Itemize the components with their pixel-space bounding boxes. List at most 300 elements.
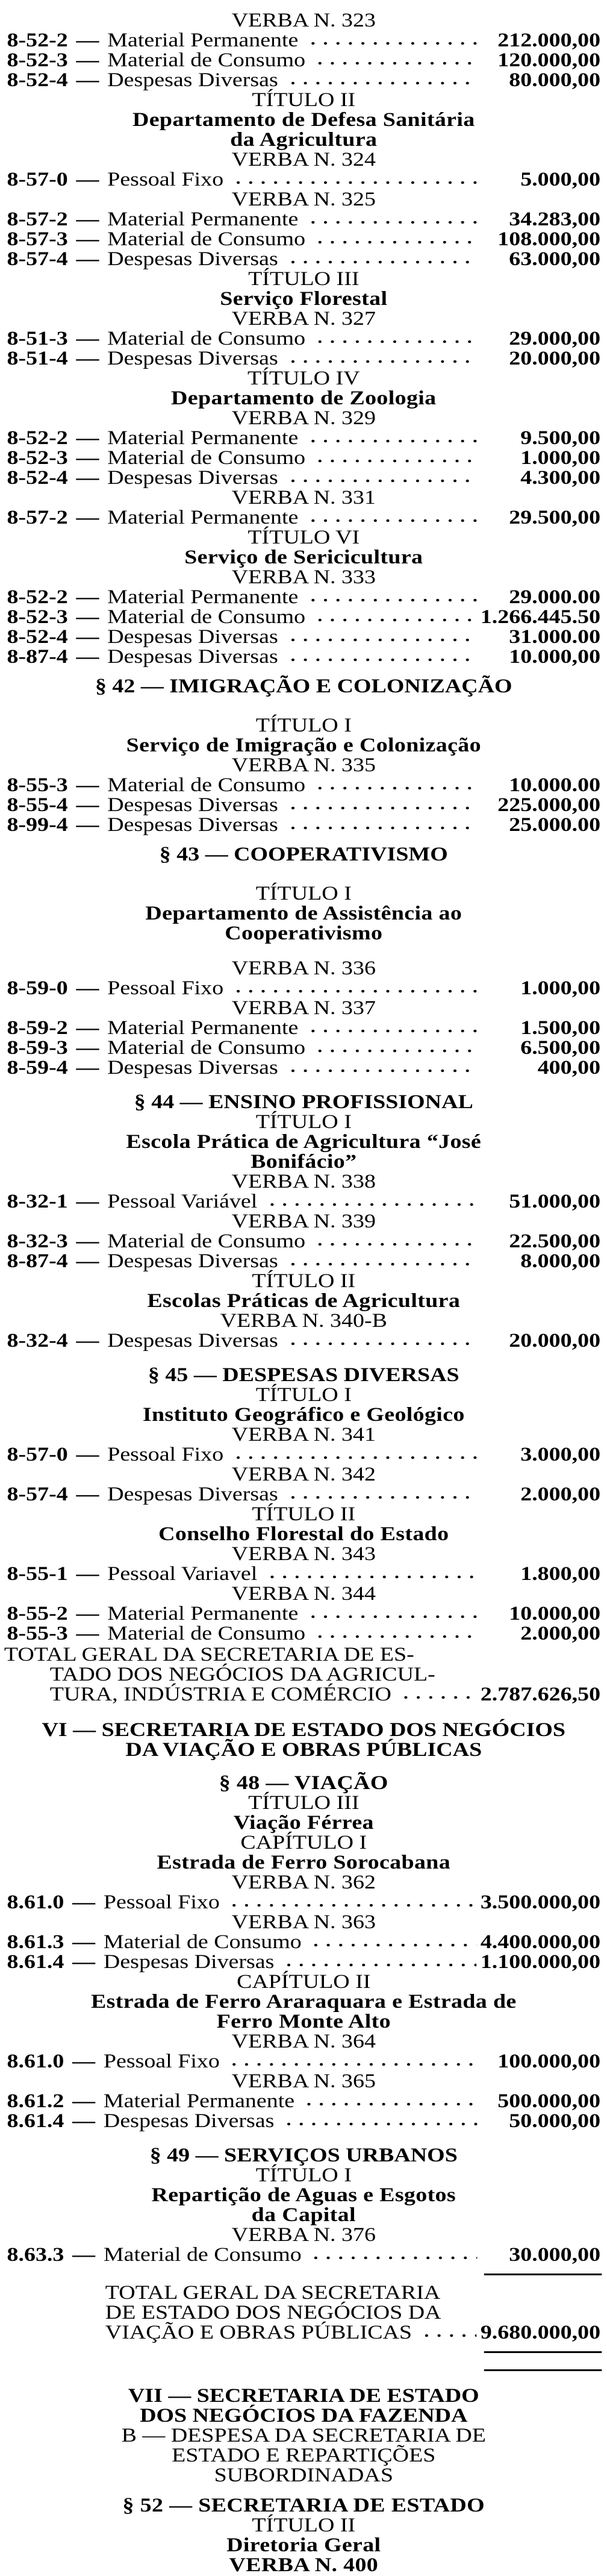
dash-separator: — — [76, 1250, 99, 1272]
row-label: Material de Consumo — [107, 1230, 306, 1252]
dot-leader — [307, 1029, 477, 1033]
verba-heading: VERBA N. 376 — [231, 2224, 376, 2246]
section-heading: § 42 — IMIGRAÇÃO E COLONIZAÇÃO — [95, 675, 512, 697]
budget-row — [0, 627, 607, 647]
dash-separator: — — [72, 2110, 96, 2132]
dash-separator: — — [72, 2090, 96, 2112]
budget-row — [0, 1018, 607, 1038]
section-heading: § 49 — SERVIÇOS URBANOS — [149, 2145, 458, 2166]
row-code: 8-52-4 — [7, 69, 68, 91]
unit-name-heading: Viação Férrea — [233, 1812, 374, 1834]
dash-separator: — — [72, 2051, 96, 2072]
verba-heading: VERBA N. 323 — [231, 10, 376, 31]
grand-total-label: TADO DOS NEGÓCIOS DA AGRICUL- — [49, 1664, 435, 1685]
row-code: 8-55-1 — [7, 1563, 68, 1585]
budget-row — [0, 815, 607, 835]
dot-leader — [314, 339, 477, 344]
budget-row — [0, 71, 607, 90]
row-code: 8-52-3 — [7, 49, 68, 71]
unit-name-heading: Departamento de Defesa Sanitária — [132, 109, 475, 131]
row-amount: 29.500,00 — [509, 507, 601, 528]
row-label: Material de Consumo — [107, 228, 306, 250]
dash-separator: — — [76, 1563, 99, 1585]
row-code: 8.63.3 — [7, 2244, 64, 2266]
row-code: 8.61.4 — [7, 1951, 64, 1973]
row-code: 8-57-2 — [7, 208, 68, 230]
row-code: 8-57-4 — [7, 248, 68, 270]
dash-separator: — — [72, 1951, 96, 1973]
grand-total-label: TOTAL GERAL DA SECRETARIA DE ES- — [4, 1644, 414, 1666]
dot-leader — [287, 260, 478, 265]
dash-separator: — — [76, 169, 99, 190]
row-label: Material Permanente — [107, 208, 299, 230]
dash-separator: — — [76, 427, 99, 449]
titulo-heading: TÍTULO II — [252, 2515, 356, 2536]
budget-row — [0, 1331, 607, 1351]
verba-heading: VERBA N. 336 — [231, 957, 376, 979]
dash-separator: — — [76, 467, 99, 489]
grand-total-line — [0, 1645, 607, 1665]
total-rule-divider — [0, 2361, 607, 2379]
grand-total-label: DE ESTADO DOS NEGÓCIOS DA — [105, 2302, 441, 2324]
dot-leader — [287, 478, 478, 483]
verba-heading: VERBA N. 333 — [231, 566, 376, 588]
dash-separator: — — [72, 2244, 96, 2266]
row-label: Pessoal Fixo — [103, 1891, 220, 1913]
budget-row — [0, 349, 607, 369]
row-amount: 1.266.445.50 — [480, 606, 601, 628]
row-code: 8-32-3 — [7, 1230, 68, 1252]
row-code: 8-57-4 — [7, 1484, 68, 1505]
verba-heading: VERBA N. 363 — [231, 1911, 376, 1933]
budget-row — [0, 1893, 607, 1913]
subtitle-heading: ESTADO E REPARTIÇÕES — [172, 2445, 436, 2466]
row-label: Despesas Diversas — [107, 626, 278, 648]
unit-name-heading: Escola Prática de Agricultura “José — [126, 1131, 482, 1153]
row-code: 8-59-2 — [7, 1017, 68, 1039]
dot-leader — [307, 518, 477, 523]
titulo-heading: TÍTULO I — [255, 2164, 352, 2186]
row-amount: 34.283,00 — [509, 208, 601, 230]
row-code: 8-59-3 — [7, 1037, 68, 1059]
section-heading: § 45 — DESPESAS DIVERSAS — [148, 1364, 459, 1386]
dash-separator: — — [76, 586, 99, 608]
dot-leader — [303, 2102, 477, 2107]
unit-name-heading: Departamento de Zoologia — [171, 387, 437, 409]
dot-leader — [282, 2122, 477, 2126]
row-label: Material Permanente — [107, 1603, 299, 1625]
grand-total-label: TOTAL GERAL DA SECRETARIA — [105, 2282, 441, 2304]
row-amount: 400,00 — [537, 1057, 601, 1079]
budget-row — [0, 1232, 607, 1252]
dash-separator: — — [76, 1484, 99, 1505]
row-code: 8-52-4 — [7, 467, 68, 489]
verba-heading: VERBA N. 342 — [231, 1464, 376, 1485]
unit-name-heading: § 52 — SECRETARIA DE ESTADO — [122, 2495, 485, 2516]
row-code: 8-57-0 — [7, 1444, 68, 1465]
grand-total-line — [0, 2283, 607, 2303]
dot-leader — [266, 1202, 477, 1207]
budget-row — [0, 1252, 607, 1271]
titulo-heading: TÍTULO I — [255, 1111, 352, 1133]
verba-heading: VERBA N. 364 — [231, 2031, 376, 2052]
section-heading: § 43 — COOPERATIVISMO — [159, 844, 448, 865]
grand-total-block — [0, 2283, 607, 2343]
subtitle-heading: B — DESPESA DA SECRETARIA DE — [121, 2425, 486, 2446]
dash-separator: — — [76, 814, 99, 836]
budget-row — [0, 329, 607, 349]
row-amount: 2.000,00 — [520, 1484, 601, 1505]
row-amount: 50.000,00 — [509, 2110, 601, 2132]
row-amount: 29.000,00 — [509, 328, 601, 349]
dash-separator: — — [76, 328, 99, 349]
titulo-heading: TÍTULO III — [248, 268, 360, 290]
dot-leader — [314, 786, 477, 791]
row-amount: 5.000,00 — [520, 169, 601, 190]
row-amount: 20.000,00 — [509, 1330, 601, 1352]
row-code: 8.61.4 — [7, 2110, 64, 2132]
row-label: Despesas Diversas — [107, 794, 278, 816]
budget-row — [0, 51, 607, 71]
titulo-heading: TÍTULO I — [255, 715, 352, 736]
unit-name-heading: Serviço Florestal — [220, 288, 388, 310]
row-label: Despesas Diversas — [107, 1484, 278, 1505]
dash-separator: — — [76, 69, 99, 91]
budget-row — [0, 1038, 607, 1058]
dash-separator: — — [76, 208, 99, 230]
row-label: Material de Consumo — [107, 1037, 306, 1059]
dash-separator: — — [76, 1057, 99, 1079]
row-label: Pessoal Variável — [107, 1191, 258, 1212]
dot-leader — [310, 1943, 476, 1948]
row-code: 8-52-2 — [7, 586, 68, 608]
dot-leader — [228, 2062, 478, 2067]
dash-separator: — — [76, 348, 99, 369]
dot-leader — [314, 1634, 477, 1639]
dot-leader — [266, 1575, 477, 1579]
unit-name-heading: Departamento de Assistência ao — [145, 903, 462, 924]
row-amount: 30.000,00 — [509, 2244, 601, 2266]
row-code: 8-52-4 — [7, 626, 68, 648]
dash-separator: — — [76, 507, 99, 528]
titulo-heading: CAPÍTULO II — [237, 1971, 371, 1993]
dash-separator: — — [76, 646, 99, 668]
budget-row — [0, 2052, 607, 2072]
row-amount: 3.500.000,00 — [480, 1891, 601, 1913]
dash-separator: — — [76, 774, 99, 796]
row-code: 8-59-4 — [7, 1057, 68, 1079]
row-amount: 1.500,00 — [520, 1017, 601, 1039]
subtitle-heading: SUBORDINADAS — [214, 2465, 393, 2486]
row-code: 8-32-1 — [7, 1191, 68, 1212]
dash-separator: — — [76, 1330, 99, 1352]
row-amount: 500.000,00 — [497, 2090, 601, 2112]
dot-leader — [287, 359, 478, 364]
section-heading: § 44 — ENSINO PROFISSIONAL — [134, 1091, 473, 1113]
dot-leader — [314, 459, 477, 463]
row-label: Material de Consumo — [107, 774, 306, 796]
budget-row — [0, 1604, 607, 1624]
dot-leader — [228, 1903, 476, 1908]
dash-separator: — — [76, 228, 99, 250]
budget-row — [0, 795, 607, 815]
row-label: Pessoal Fixo — [107, 169, 224, 190]
dash-separator: — — [76, 248, 99, 270]
dot-leader — [287, 657, 478, 662]
unit-name-heading: Estrada de Ferro Sorocabana — [157, 1852, 451, 1873]
dash-separator: — — [76, 1623, 99, 1644]
budget-row — [0, 1058, 607, 1078]
dot-leader — [314, 618, 476, 622]
dash-separator: — — [76, 49, 99, 71]
row-code: 8-52-2 — [7, 427, 68, 449]
row-amount: 8.000,00 — [520, 1250, 601, 1272]
row-label: Despesas Diversas — [103, 2110, 275, 2132]
titulo-heading: TÍTULO III — [248, 1792, 360, 1814]
budget-row — [0, 31, 607, 51]
unit-name-heading: Escolas Práticas de Agricultura — [147, 1290, 461, 1312]
verba-heading: VERBA N. 338 — [231, 1171, 376, 1192]
titulo-heading: TÍTULO I — [255, 883, 352, 904]
dot-leader — [310, 2255, 478, 2260]
dot-leader — [232, 989, 477, 994]
dot-leader — [287, 1068, 478, 1073]
verba-heading: VERBA N. 329 — [231, 407, 376, 429]
row-label: Despesas Diversas — [107, 1330, 278, 1352]
row-code: 8-57-2 — [7, 507, 68, 528]
secretaria-heading: DA VIAÇÃO E OBRAS PÚBLICAS — [125, 1739, 482, 1761]
secretaria-heading: VII — SECRETARIA DE ESTADO — [128, 2385, 479, 2407]
dot-leader — [232, 1455, 477, 1460]
row-label: Pessoal Variavel — [107, 1563, 258, 1585]
row-amount: 1.800,00 — [520, 1563, 601, 1585]
row-amount: 1.000,00 — [520, 977, 601, 999]
row-amount: 20.000,00 — [509, 348, 601, 369]
verba-heading: VERBA N. 337 — [231, 997, 376, 1019]
row-label: Pessoal Fixo — [107, 977, 224, 999]
row-label: Material de Consumo — [103, 1931, 302, 1953]
row-label: Despesas Diversas — [107, 348, 278, 369]
unit-name-heading: Conselho Florestal do Estado — [158, 1523, 449, 1545]
grand-total-line — [0, 2323, 607, 2343]
unit-name-heading: Serviço de Imigração e Colonização — [126, 735, 481, 756]
row-code: 8-55-3 — [7, 1623, 68, 1644]
row-code: 8-52-3 — [7, 606, 68, 628]
budget-row — [0, 428, 607, 448]
secretaria-heading: VI — SECRETARIA DE ESTADO DOS NEGÓCIOS — [42, 1719, 566, 1741]
dot-leader — [287, 81, 478, 86]
budget-row — [0, 249, 607, 269]
grand-total-block — [0, 1645, 607, 1705]
budget-row — [0, 607, 607, 627]
row-label: Despesas Diversas — [107, 646, 278, 668]
row-label: Despesas Diversas — [107, 248, 278, 270]
grand-total-label: VIAÇÃO E OBRAS PÚBLICAS — [105, 2322, 412, 2343]
verba-heading: VERBA N. 339 — [231, 1211, 376, 1232]
dot-leader — [307, 41, 477, 46]
dot-leader — [307, 1614, 477, 1619]
row-label: Material de Consumo — [107, 328, 306, 349]
verba-heading: VERBA N. 327 — [231, 308, 376, 330]
row-amount: 1.000,00 — [520, 447, 601, 469]
row-code: 8-99-4 — [7, 814, 68, 836]
row-label: Despesas Diversas — [107, 69, 278, 91]
row-label: Despesas Diversas — [107, 467, 278, 489]
grand-total-label: TURA, INDÚSTRIA E COMÉRCIO — [49, 1684, 391, 1705]
budget-document-column — [0, 11, 607, 2575]
row-code: 8.61.0 — [7, 2051, 64, 2072]
budget-row — [0, 588, 607, 607]
dot-leader — [287, 1495, 478, 1500]
row-label: Material de Consumo — [103, 2244, 302, 2266]
row-code: 8-55-2 — [7, 1603, 68, 1625]
dot-leader — [314, 1242, 477, 1247]
dot-leader — [287, 826, 478, 830]
row-amount: 10.000,00 — [509, 1603, 601, 1625]
row-amount: 212.000,00 — [497, 30, 601, 51]
row-code: 8-59-0 — [7, 977, 68, 999]
row-amount: 4.300,00 — [520, 467, 601, 489]
dot-leader — [232, 180, 477, 185]
row-code: 8-32-4 — [7, 1330, 68, 1352]
row-label: Material Permanente — [107, 30, 299, 51]
budget-row — [0, 2245, 607, 2265]
row-code: 8-87-4 — [7, 1250, 68, 1272]
row-label: Material Permanente — [107, 1017, 299, 1039]
budget-row — [0, 1485, 607, 1505]
dot-leader — [287, 638, 478, 642]
row-amount: 2.000,00 — [520, 1623, 601, 1644]
row-label: Material Permanente — [107, 507, 299, 528]
row-amount: 25.000.00 — [509, 814, 601, 836]
row-amount: 22.500,00 — [509, 1230, 601, 1252]
row-code: 8-51-4 — [7, 348, 68, 369]
unit-name-heading: Estrada de Ferro Araraquara e Estrada de — [90, 1991, 517, 2013]
dot-leader — [307, 439, 477, 443]
dot-leader — [314, 61, 477, 66]
dot-leader — [282, 1963, 476, 1967]
row-amount: 120.000,00 — [497, 49, 601, 71]
row-label: Despesas Diversas — [103, 1951, 275, 1973]
unit-name-heading: Cooperativismo — [225, 923, 383, 944]
row-label: Pessoal Fixo — [103, 2051, 220, 2072]
verba-heading: VERBA N. 344 — [231, 1583, 376, 1605]
budget-row — [0, 776, 607, 795]
unit-name-heading: da Agricultura — [230, 129, 378, 151]
unit-name-heading: Serviço de Sericicultura — [184, 547, 423, 568]
row-code: 8.61.3 — [7, 1931, 64, 1953]
budget-row — [0, 1445, 607, 1465]
dash-separator: — — [72, 1931, 96, 1953]
row-label: Pessoal Fixo — [107, 1444, 224, 1465]
verba-heading: VERBA N. 325 — [231, 189, 376, 210]
row-amount: 10.000.00 — [509, 774, 601, 796]
row-amount: 100.000,00 — [497, 2051, 601, 2072]
row-amount: 63.000,00 — [509, 248, 601, 270]
dash-separator: — — [76, 1191, 99, 1212]
budget-row — [0, 170, 607, 190]
verba-heading: VERBA N. 324 — [231, 149, 376, 171]
row-amount: 10.000,00 — [509, 646, 601, 668]
unit-name-heading: VERBA N. 400 — [229, 2554, 379, 2576]
row-amount: 4.400.000,00 — [480, 1931, 601, 1953]
budget-row — [0, 468, 607, 488]
dot-leader — [307, 598, 477, 603]
row-code: 8-57-0 — [7, 169, 68, 190]
row-code: 8.61.2 — [7, 2090, 64, 2112]
budget-row — [0, 448, 607, 468]
titulo-heading: TÍTULO II — [252, 89, 356, 111]
row-label: Despesas Diversas — [107, 1250, 278, 1272]
unit-name-heading: Diretoria Geral — [226, 2534, 381, 2556]
verba-heading: VERBA N. 343 — [231, 1543, 376, 1565]
row-label: Material Permanente — [107, 427, 299, 449]
row-amount: 80.000,00 — [509, 69, 601, 91]
secretaria-heading: DOS NEGÓCIOS DA FAZENDA — [140, 2405, 468, 2427]
row-code: 8-87-4 — [7, 646, 68, 668]
dash-separator: — — [76, 1603, 99, 1625]
total-rule-divider — [0, 2265, 607, 2283]
row-amount: 225.000,00 — [497, 794, 601, 816]
row-amount: 51.000,00 — [509, 1191, 601, 1212]
budget-row — [0, 508, 607, 528]
row-code: 8-51-3 — [7, 328, 68, 349]
titulo-heading: TÍTULO VI — [247, 527, 360, 548]
row-code: 8-52-2 — [7, 30, 68, 51]
row-code: 8-52-3 — [7, 447, 68, 469]
row-label: Despesas Diversas — [107, 1057, 278, 1079]
titulo-heading: TÍTULO IV — [247, 368, 360, 389]
verba-heading: VERBA N. 341 — [231, 1424, 376, 1446]
row-amount: 3.000,00 — [520, 1444, 601, 1465]
row-label: Material de Consumo — [107, 1623, 306, 1644]
row-amount: 6.500,00 — [520, 1037, 601, 1059]
row-code: 8.61.0 — [7, 1891, 64, 1913]
grand-total-amount: 2.787.626,50 — [480, 1684, 601, 1705]
dot-leader — [287, 806, 478, 810]
row-amount: 1.100.000,00 — [480, 1951, 601, 1973]
total-rule-divider — [0, 2343, 607, 2361]
verba-heading: VERBA N. 335 — [231, 754, 376, 776]
verba-heading: VERBA N. 331 — [231, 487, 376, 509]
dash-separator: — — [76, 626, 99, 648]
row-label: Material de Consumo — [107, 447, 306, 469]
budget-row — [0, 1624, 607, 1644]
dot-leader — [287, 1262, 478, 1267]
dot-leader — [314, 240, 477, 245]
budget-row — [0, 1952, 607, 1972]
row-code: 8-55-4 — [7, 794, 68, 816]
unit-name-heading: da Capital — [251, 2204, 356, 2226]
unit-name-heading: Instituto Geográfico e Geológico — [142, 1404, 465, 1426]
titulo-heading: TÍTULO II — [252, 1270, 356, 1292]
dot-leader — [400, 1695, 478, 1700]
verba-heading: VERBA N. 340-B — [220, 1310, 387, 1332]
dash-separator: — — [76, 794, 99, 816]
dash-separator: — — [76, 1017, 99, 1039]
row-amount: 108.000,00 — [497, 228, 601, 250]
dash-separator: — — [76, 30, 99, 51]
dash-separator: — — [76, 606, 99, 628]
unit-name-heading: Repartição de Aguas e Esgotos — [151, 2184, 456, 2206]
row-label: Despesas Diversas — [107, 814, 278, 836]
budget-row — [0, 647, 607, 667]
budget-row — [0, 979, 607, 998]
budget-row — [0, 2092, 607, 2111]
row-amount: 31.000.00 — [509, 626, 601, 648]
titulo-heading: TÍTULO II — [252, 1503, 356, 1525]
grand-total-line — [0, 2303, 607, 2323]
